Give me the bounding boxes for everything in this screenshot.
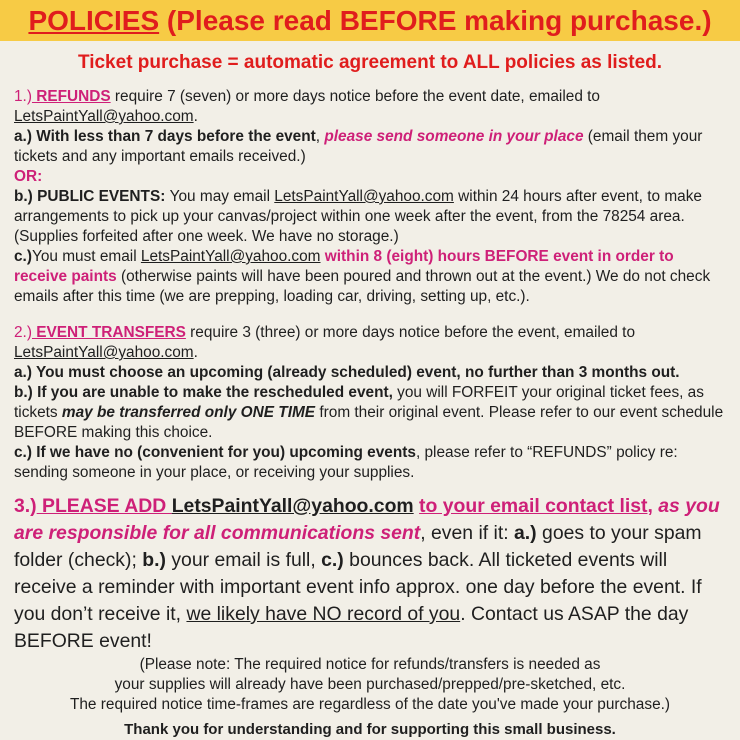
transfers-c-lead: c.) If we have no (convenient for you) upcoming events xyxy=(14,444,416,461)
page-title-rest: (Please read BEFORE making purchase.) xyxy=(159,4,712,36)
contact-b-label: b.) xyxy=(142,549,166,571)
transfers-c-rest: , please refer to “REFUNDS” policy re: sending someone in your place, or receiving your supplies. xyxy=(14,444,678,481)
or-label: OR: xyxy=(14,168,43,185)
refunds-b-rest: within 24 hours after event, to make arrangements to pick up your canvas/project within one week after the event, from the 78254 area. (Supplies forfeited after one week. We have no storage.) xyxy=(14,188,702,245)
policies-banner xyxy=(0,0,740,41)
email-link: LetsPaintYall@yahoo.com xyxy=(14,344,194,361)
transfers-a-text: a.) You must choose an upcoming (already scheduled) event, no further than 3 months out. xyxy=(14,364,680,381)
contact-please-add: PLEASE ADD xyxy=(36,495,172,517)
refunds-b-pre: You may email xyxy=(169,188,275,205)
refunds-item-c xyxy=(14,247,726,307)
transfers-b-lead: b.) If you are unable to make the rescheduled event, xyxy=(14,384,393,401)
contact-number: 3.) xyxy=(14,495,37,517)
refunds-c-pre: You must email xyxy=(31,248,141,265)
transfers-intro-period: . xyxy=(193,344,198,361)
refunds-a-highlight: please send someone in your place xyxy=(324,128,584,145)
refunds-a-comma: , xyxy=(315,128,325,145)
refunds-c-lead: c.) xyxy=(14,248,32,265)
email-link: LetsPaintYall@yahoo.com xyxy=(14,108,194,125)
contact-list-text: to your email contact list xyxy=(419,495,648,517)
policy-body xyxy=(0,76,740,740)
contact-c-text: bounces back. All ticketed events will receive a reminder with important event info approx. one day before the event. If you don’t receive it, xyxy=(14,549,702,625)
transfers-intro xyxy=(14,323,726,363)
refunds-intro-text: require 7 (seven) or more days notice before the event date, emailed to xyxy=(110,88,600,105)
transfers-number: 2.) xyxy=(14,324,32,341)
refunds-or-label xyxy=(14,167,726,187)
contact-a-label: a.) xyxy=(514,522,537,544)
please-note-block xyxy=(14,655,726,715)
refunds-intro-period: . xyxy=(193,108,198,125)
contact-end: . Contact us ASAP the day BEFORE event! xyxy=(14,603,689,652)
transfers-item-a xyxy=(14,363,726,383)
transfers-b-emphasis: may be transferred only ONE TIME xyxy=(61,404,316,421)
email-link: LetsPaintYall@yahoo.com xyxy=(171,495,414,517)
contact-no-record: we likely have NO record of you xyxy=(186,603,461,625)
transfers-item-c xyxy=(14,443,726,483)
email-link: LetsPaintYall@yahoo.com xyxy=(274,188,454,205)
transfers-intro-text: require 3 (three) or more days notice before the event, emailed to xyxy=(185,324,636,341)
transfers-b-mid: you will FORFEIT your original ticket fees, as tickets xyxy=(14,384,704,421)
contact-c-label: c.) xyxy=(321,549,344,571)
transfers-item-b xyxy=(14,383,726,443)
contact-responsible: as you are responsible for all communications sent xyxy=(14,495,720,544)
email-link: LetsPaintYall@yahoo.com xyxy=(140,248,321,265)
refunds-c-highlight: within 8 (eight) hours BEFORE event in order to receive paints xyxy=(14,248,674,285)
note-line-2: your supplies will already have been purchased/prepped/pre-sketched, etc. xyxy=(114,676,626,693)
contact-even-if: , even if it: xyxy=(420,522,515,544)
agreement-subheader: Ticket purchase = automatic agreement to ALL policies as listed. xyxy=(77,52,663,73)
refunds-title: REFUNDS xyxy=(31,88,111,105)
page-title-policies: POLICIES xyxy=(28,4,160,36)
note-line-3: The required notice time-frames are regardless of the date you've made your purchase.) xyxy=(69,696,671,713)
contact-comma: , xyxy=(647,495,659,517)
refunds-item-a xyxy=(14,127,726,167)
contact-a-text: goes to your spam folder (check); xyxy=(14,522,702,571)
transfers-title: EVENT TRANSFERS xyxy=(31,324,186,341)
contact-b-text: your email is full, xyxy=(165,549,322,571)
transfers-b-rest: from their original event. Please refer to our event schedule BEFORE making this choice. xyxy=(14,404,724,441)
refunds-item-b xyxy=(14,187,726,247)
refunds-a-rest: (email them your tickets and any important emails received.) xyxy=(14,128,703,165)
refunds-b-lead: b.) PUBLIC EVENTS: xyxy=(14,188,170,205)
refunds-intro xyxy=(14,87,726,127)
refunds-number: 1.) xyxy=(14,88,32,105)
refunds-a-lead: a.) With less than 7 days before the event xyxy=(14,128,316,145)
note-line-1: (Please note: The required notice for refunds/transfers is needed as xyxy=(139,656,601,673)
thank-you-footer: Thank you for understanding and for supporting this small business. xyxy=(124,721,616,738)
refunds-c-rest: (otherwise paints will have been poured and thrown out at the event.) We do not check emails after this time (we are prepping, loading car, driving, setting up, etc.). xyxy=(14,268,711,305)
page-title xyxy=(28,5,711,37)
contact-list-section xyxy=(14,493,726,655)
